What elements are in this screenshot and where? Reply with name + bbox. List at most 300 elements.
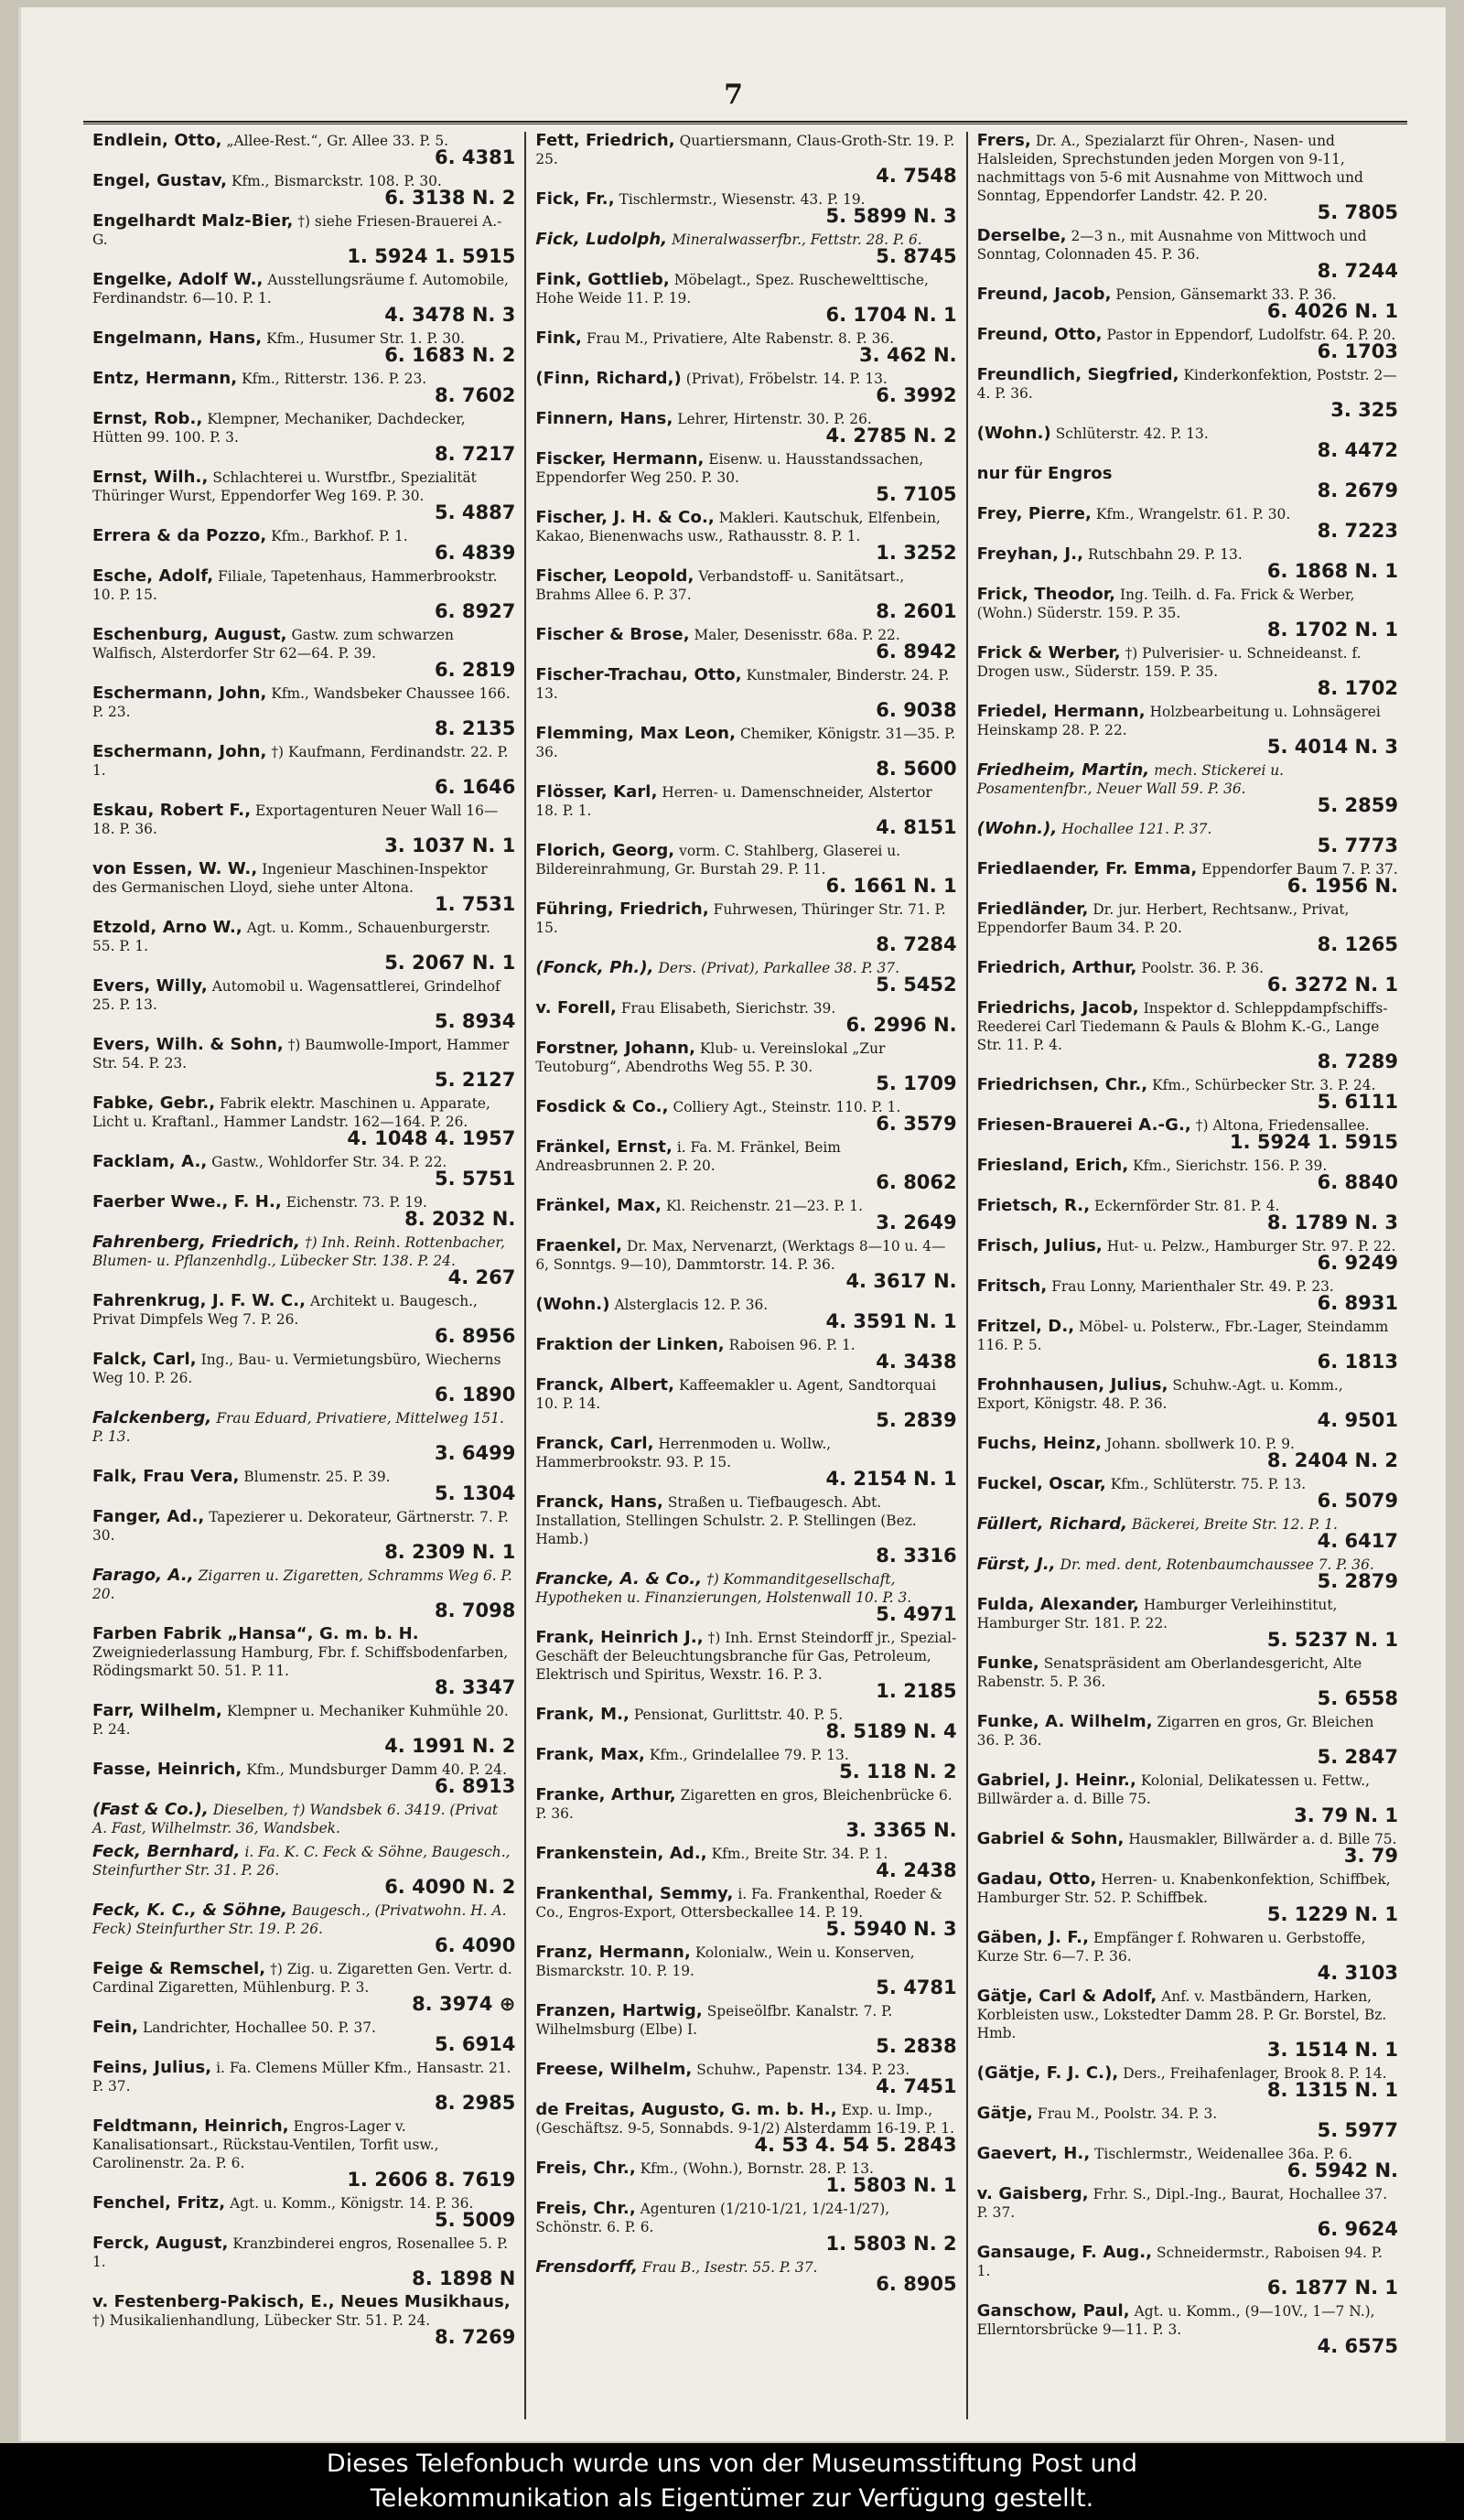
entry-phone-line	[977, 2081, 1398, 2099]
entry-text	[977, 999, 1398, 1054]
ownership-notice	[0, 2443, 1464, 2520]
entry-description: †) Inh. Ernst Steindorff jr., Spezial-Geschäft der Beleuchtungsbranche für Gas, Petroleum, Elektrisch und Spiritus, Wexstr. 16. P. 3.	[535, 1630, 957, 1683]
directory-entry	[977, 703, 1398, 756]
directory-column-3	[966, 132, 1407, 2419]
directory-entry	[535, 1336, 956, 1371]
directory-entry	[977, 900, 1398, 953]
entry-phone-number: 6. 8840	[1317, 1171, 1398, 1193]
directory-entry	[92, 567, 515, 620]
entry-text	[535, 450, 956, 487]
entry-phone-number: 5. 1304	[434, 1482, 516, 1504]
directory-entry	[535, 1493, 956, 1565]
entry-phone-number: 1. 2185	[876, 1680, 957, 1702]
entry-phone-number: 6. 2996 N.	[845, 1014, 957, 1036]
entry-phone-number: 5. 4971	[876, 1603, 957, 1625]
entry-phone-number: 5. 5977	[1317, 2119, 1398, 2141]
entry-description: Kfm., (Wohn.), Bornstr. 28. P. 13.	[640, 2160, 874, 2177]
entry-description: Chemiker, Königstr. 31—35. P. 36.	[535, 726, 956, 760]
entry-name: Florich, Georg,	[535, 841, 675, 860]
entry-phone-number: 6. 3138 N. 2	[384, 187, 516, 209]
directory-entry	[977, 1929, 1398, 1982]
entry-phone-number: 5. 7805	[1317, 201, 1398, 223]
entry-description: Kl. Reichenstr. 21—23. P. 1.	[666, 1198, 863, 1214]
entry-text	[535, 567, 956, 604]
entry-phone-line	[535, 1115, 956, 1133]
entry-name: Engelhardt Malz-Bier,	[92, 211, 294, 231]
entry-phone-number: 8. 7098	[434, 1599, 516, 1621]
entry-name: Funke,	[976, 1653, 1039, 1673]
entry-phone-number: 8. 2032 N.	[404, 1208, 516, 1230]
entry-name: Frisch, Julius,	[976, 1236, 1103, 1255]
entry-phone-number: 8. 7244	[1317, 260, 1398, 282]
entry-description: Raboisen 96. P. 1.	[728, 1337, 856, 1353]
directory-entry	[92, 1351, 515, 1404]
entry-text	[92, 684, 515, 721]
entry-phone-number: 6. 4090	[434, 1934, 516, 1956]
entry-text	[977, 366, 1398, 403]
entry-description: Kfm., Sierichstr. 156. P. 39.	[1133, 1158, 1328, 1174]
entry-phone-number: 8. 7269	[434, 2326, 516, 2348]
entry-name: Franck, Hans,	[535, 1492, 663, 1512]
entry-phone-line	[92, 778, 515, 796]
entry-phone-number: 8. 7217	[434, 443, 516, 465]
entry-text	[92, 1508, 515, 1545]
entry-name: Frey, Pierre,	[976, 504, 1092, 523]
entry-text	[92, 410, 515, 447]
entry-name: Friesland, Erich,	[976, 1156, 1129, 1175]
entry-text	[535, 509, 956, 545]
entry-phone-number: 1. 5924 1. 5915	[1229, 1131, 1398, 1153]
entry-text	[92, 212, 515, 249]
entry-phone-number: 8. 1898 N	[412, 2267, 516, 2289]
directory-entry	[92, 684, 515, 738]
entry-description: Herren- u. Knabenkonfektion, Schiffbek, Hamburger Str. 52. P. Schiffbek.	[976, 1871, 1391, 1906]
entry-name: Fraktion der Linken,	[535, 1335, 725, 1354]
entry-text	[92, 1843, 515, 1879]
entry-phone-number: 4. 3591 N. 1	[825, 1310, 957, 1332]
entry-phone-line	[535, 1411, 956, 1429]
entry-phone-line	[977, 481, 1398, 500]
entry-description: Frhr. S., Dipl.-Ing., Baurat, Hochallee 37. P. 37.	[976, 2186, 1388, 2221]
entry-phone-number: 3. 6499	[434, 1442, 516, 1464]
entry-description: Ingenieur Maschinen-Inspektor des Germanischen Lloyd, siehe unter Altona.	[92, 861, 488, 896]
entry-phone-line	[535, 1074, 956, 1093]
entry-phone-line	[977, 935, 1398, 953]
directory-entry	[977, 465, 1398, 500]
entry-phone-line	[535, 1920, 956, 1938]
entry-description: Kfm., Wandsbeker Chaussee 166. P. 23.	[92, 685, 511, 720]
directory-entry	[977, 1556, 1398, 1590]
entry-name: Falckenberg,	[92, 1408, 212, 1427]
entry-name: Feige & Remschel,	[92, 1959, 266, 1978]
entry-phone-line	[977, 2337, 1398, 2355]
entry-text	[92, 1233, 515, 1270]
directory-entry	[535, 1629, 956, 1700]
entry-text	[977, 1376, 1398, 1413]
entry-phone-line	[535, 1352, 956, 1371]
entry-phone-number: 8. 7284	[876, 933, 957, 955]
entry-description: †) Zig. u. Zigaretten Gen. Vertr. d. Cardinal Zigaretten, Mühlenburg. P. 3.	[92, 1961, 512, 1996]
entry-description: Herrenmoden u. Wollw., Hammerbrookstr. 93. P. 15.	[535, 1436, 832, 1470]
entry-phone-line	[92, 2094, 515, 2112]
entry-name: de Freitas, Augusto, G. m. b. H.,	[535, 2100, 837, 2119]
entry-description: Tischlermstr., Wiesenstr. 43. P. 19.	[619, 191, 866, 208]
entry-description: Kfm., Mundsburger Damm 40. P. 24.	[246, 1761, 507, 1778]
entry-text	[92, 2293, 515, 2330]
entry-name: Fraenkel,	[535, 1236, 623, 1255]
entry-text	[535, 900, 956, 937]
entry-phone-number: 6. 1813	[1317, 1351, 1398, 1373]
directory-entry	[535, 959, 956, 994]
entry-name: Evers, Wilh. & Sohn,	[92, 1035, 284, 1054]
entry-text	[92, 1702, 515, 1739]
directory-entry	[92, 370, 515, 404]
entry-description: Landrichter, Hochallee 50. P. 37.	[143, 2019, 376, 2036]
entry-phone-number: 1. 5803 N. 2	[825, 2233, 957, 2255]
entry-description: Zigaretten en gros, Bleichenbrücke 6. P. 36.	[535, 1787, 953, 1822]
entry-description: 2—3 n., mit Ausnahme von Mittwoch und Sonntag, Colonnaden 45. P. 36.	[976, 228, 1367, 263]
entry-description: Verbandstoff- u. Sanitätsart., Brahms Allee 6. P. 37.	[535, 568, 905, 603]
entry-text	[977, 2185, 1398, 2222]
entry-phone-line	[92, 836, 515, 855]
entry-name: Falck, Carl,	[92, 1350, 197, 1369]
entry-name: Frank, Heinrich J.,	[535, 1628, 704, 1647]
entry-name: (Wohn.),	[976, 819, 1058, 838]
entry-name: Friedrichs, Jacob,	[976, 998, 1139, 1018]
directory-entry	[92, 172, 515, 207]
entry-text	[92, 1292, 515, 1329]
entry-name: Engelmann, Hans,	[92, 328, 263, 348]
entry-text	[92, 743, 515, 780]
entry-phone-number: 8. 4472	[1317, 439, 1398, 461]
directory-entry	[535, 2200, 956, 2253]
entry-text	[977, 2302, 1398, 2339]
directory-entry	[535, 1746, 956, 1781]
directory-entry	[977, 425, 1398, 459]
entry-phone-line	[92, 953, 515, 972]
entry-description: Kolonialw., Wein u. Konserven, Bismarckstr. 10. P. 19.	[535, 1944, 915, 1979]
entry-phone-line	[977, 679, 1398, 697]
directory-entry	[92, 1625, 515, 1696]
entry-phone-number: 4. 3617 N.	[845, 1270, 957, 1292]
entry-name: Freund, Otto,	[976, 325, 1103, 344]
entry-phone-number: 4. 2785 N. 2	[825, 425, 957, 447]
entry-phone-line	[977, 1631, 1398, 1649]
entry-phone-line	[977, 1052, 1398, 1071]
entry-description: Frau M., Privatiere, Alte Rabenstr. 8. P. 36.	[586, 330, 895, 347]
entry-description: Kaffeemakler u. Agent, Sandtorquai 10. P. 14.	[535, 1377, 936, 1412]
entry-description: Rutschbahn 29. P. 13.	[1087, 546, 1243, 563]
entry-description: Hamburger Verleihinstitut, Hamburger Str. 181. P. 22.	[976, 1597, 1338, 1632]
entry-text	[535, 1570, 956, 1607]
entry-phone-number: 8. 1702 N. 1	[1266, 619, 1398, 641]
entry-phone-line	[92, 1169, 515, 1188]
entry-phone-line	[977, 1254, 1398, 1272]
entry-name: Friedländer,	[976, 899, 1089, 919]
entry-phone-number: 6. 1890	[434, 1384, 516, 1405]
entry-phone-number: 4. 2438	[876, 1859, 957, 1881]
entry-phone-number: 4. 6417	[1317, 1530, 1398, 1552]
entry-description: †) Altona, Friedensallee.	[1195, 1117, 1370, 1134]
entry-name: nur für Engros	[976, 464, 1113, 483]
entry-phone-line	[92, 1012, 515, 1030]
entry-description: Kfm., Barkhof. P. 1.	[271, 528, 408, 544]
entry-phone-number: 5. 5940 N. 3	[825, 1918, 957, 1940]
entry-name: Eschermann, John,	[92, 684, 267, 703]
directory-entry	[92, 1508, 515, 1561]
entry-phone-line	[977, 2161, 1398, 2180]
entry-phone-line	[977, 401, 1398, 419]
entry-description: Tapezierer u. Dekorateur, Gärtnerstr. 7. P. 30.	[92, 1509, 509, 1544]
entry-name: Fick, Fr.,	[535, 189, 615, 209]
entry-phone-number: 4. 53 4. 54 5. 2843	[754, 2134, 957, 2156]
entry-description: Kolonial, Delikatessen u. Fettw., Billwärder a. d. Bille 75.	[976, 1772, 1371, 1807]
entry-phone-line	[92, 1601, 515, 1620]
entry-name: Freis, Chr.,	[535, 2199, 636, 2218]
entry-text	[977, 761, 1398, 798]
entry-text	[535, 1944, 956, 1980]
entry-phone-number: 8. 2309 N. 1	[384, 1541, 516, 1563]
entry-phone-line	[92, 661, 515, 679]
entry-text	[535, 2101, 956, 2138]
entry-phone-line	[535, 2275, 956, 2293]
entry-name: Feck, K. C., & Söhne,	[92, 1901, 288, 1920]
entry-text	[977, 1987, 1398, 2042]
entry-phone-number: 6. 1703	[1317, 340, 1398, 362]
entry-phone-line	[977, 877, 1398, 895]
directory-entry	[535, 1435, 956, 1488]
entry-phone-number: 5. 5899 N. 3	[825, 205, 957, 227]
entry-phone-number: 8. 2601	[876, 600, 957, 622]
entry-name: Farr, Wilhelm,	[92, 1701, 222, 1720]
entry-name: (Wohn.)	[535, 1295, 610, 1314]
entry-phone-number: 8. 2135	[434, 717, 516, 739]
entry-phone-number: 5. 1229 N. 1	[1266, 1903, 1398, 1925]
entry-name: Frick, Theodor,	[976, 585, 1116, 604]
entry-name: Friesen-Brauerei A.-G.,	[976, 1115, 1191, 1135]
entry-phone-number: 8. 2404 N. 2	[1266, 1449, 1398, 1471]
entry-description: Kinderkonfektion, Poststr. 2—4. P. 36.	[976, 367, 1397, 402]
entry-name: Derselbe,	[976, 226, 1067, 245]
entry-phone-number: 6. 1646	[434, 776, 516, 798]
directory-entry	[977, 999, 1398, 1071]
entry-text	[977, 1929, 1398, 1965]
entry-name: Forstner, Johann,	[535, 1039, 696, 1058]
entry-description: Ders., Freihafenlager, Brook 8. P. 14.	[1123, 2065, 1387, 2082]
entry-name: Frick & Werber,	[976, 643, 1121, 662]
entry-text	[535, 1435, 956, 1471]
entry-name: Friedrichsen, Chr.,	[976, 1075, 1148, 1094]
entry-text	[535, 1376, 956, 1413]
entry-phone-line	[535, 1272, 956, 1290]
entry-text	[92, 1960, 515, 1997]
entry-text	[92, 977, 515, 1014]
entry-phone-number: 6. 4090 N. 2	[384, 1876, 516, 1898]
entry-text	[977, 1713, 1398, 1750]
entry-text	[535, 1629, 956, 1684]
entry-name: Fahrenberg, Friedrich,	[92, 1233, 301, 1252]
entry-name: Evers, Willy,	[92, 976, 208, 996]
entry-phone-line	[977, 1905, 1398, 1923]
entry-text	[535, 783, 956, 820]
entry-phone-line	[977, 203, 1398, 221]
entry-text	[977, 1654, 1398, 1691]
directory-entry	[535, 509, 956, 562]
entry-phone-number: 6. 9038	[876, 699, 957, 721]
entry-name: (Fast & Co.),	[92, 1800, 209, 1819]
entry-phone-number: 6. 8913	[434, 1775, 516, 1797]
entry-phone-number: 6. 3272 N. 1	[1266, 974, 1398, 996]
entry-description: i. Fa. K. C. Feck & Söhne, Baugesch., Steinfurther Str. 31. P. 26.	[92, 1844, 511, 1879]
entry-name: Frank, M.,	[535, 1705, 630, 1724]
entry-name: Eschermann, John,	[92, 742, 267, 761]
directory-entry	[92, 410, 515, 463]
entry-description: Blumenstr. 25. P. 39.	[243, 1469, 391, 1485]
entry-name: Freyhan, J.,	[976, 544, 1084, 564]
entry-name: Führing, Friedrich,	[535, 899, 709, 919]
entry-phone-number: 5. 2847	[1317, 1746, 1398, 1768]
entry-phone-number: 1. 3252	[876, 542, 957, 564]
entry-description: †) siehe Friesen-Brauerei A.-G.	[92, 213, 502, 248]
directory-entry	[92, 468, 515, 522]
entry-phone-line	[977, 1173, 1398, 1191]
entry-description: Speiseölfbr. Kanalstr. 7. P. Wilhelmsburg (Elbe) I.	[535, 2003, 893, 2038]
entry-description: Hochallee 121. P. 37.	[1061, 821, 1212, 837]
entry-description: Herren- u. Damenschneider, Alstertor 18. P. 1.	[535, 784, 932, 819]
entry-description: Schlüterstr. 42. P. 13.	[1055, 425, 1209, 442]
entry-phone-line	[977, 1294, 1398, 1312]
directory-entry	[92, 1843, 515, 1896]
entry-phone-number: 8. 7289	[1317, 1050, 1398, 1072]
entry-phone-number: 6. 9624	[1317, 2218, 1398, 2240]
directory-entry	[977, 1713, 1398, 1766]
entry-phone-line	[92, 1385, 515, 1404]
entry-description: Klub- u. Vereinslokal „Zur Teutoburg“, Abendroths Weg 55. P. 30.	[535, 1040, 886, 1075]
entry-text	[977, 644, 1398, 681]
entry-text	[92, 919, 515, 955]
entry-phone-line	[535, 1722, 956, 1740]
entry-phone-line	[92, 1071, 515, 1089]
directory-entry	[535, 666, 956, 719]
entry-name: Franke, Arthur,	[535, 1785, 676, 1804]
entry-phone-number: 4. 1991 N. 2	[384, 1735, 516, 1757]
directory-entry	[977, 2302, 1398, 2355]
directory-entry	[535, 567, 956, 620]
entry-phone-line	[535, 167, 956, 185]
entry-phone-line	[92, 1995, 515, 2013]
entry-phone-number: 5. 4014 N. 3	[1266, 736, 1398, 758]
directory-entry	[977, 285, 1398, 320]
entry-name: Ernst, Rob.,	[92, 409, 203, 428]
entry-name: Fink,	[535, 328, 582, 348]
directory-entry	[977, 366, 1398, 419]
entry-phone-line	[977, 1352, 1398, 1371]
entry-phone-number: 6. 5079	[1317, 1490, 1398, 1512]
directory-entry	[92, 329, 515, 364]
entry-phone-number: 5. 4887	[434, 501, 516, 523]
directory-entry	[977, 959, 1398, 994]
entry-description: Dieselben, †) Wandsbek 6. 3419. (Privat A. Fast, Wilhelmstr. 36, Wandsbek.	[92, 1802, 499, 1836]
entry-phone-line	[535, 386, 956, 404]
entry-name: Eskau, Robert F.,	[92, 801, 252, 820]
entry-text	[92, 1567, 515, 1603]
entry-description: „Allee-Rest.“, Gr. Allee 33. P. 5.	[226, 133, 449, 149]
entry-description: Colliery Agt., Steinstr. 110. P. 1.	[673, 1099, 901, 1115]
entry-phone-number: 3. 79 N. 1	[1294, 1804, 1398, 1826]
directory-entry	[977, 1830, 1398, 1865]
directory-entry	[535, 842, 956, 895]
header-rule	[83, 121, 1407, 124]
entry-phone-number: 5. 6558	[1317, 1687, 1398, 1709]
entry-phone-number: 6. 8931	[1317, 1292, 1398, 1314]
directory-entry	[92, 527, 515, 562]
entry-description: Baugesch., (Privatwohn. H. A. Feck) Steinfurther Str. 19. P. 26.	[92, 1902, 507, 1937]
entry-phone-number: 1. 5924 1. 5915	[347, 245, 516, 267]
entry-phone-line	[535, 701, 956, 719]
directory-entry	[977, 227, 1398, 280]
entry-description: Möbelagt., Spez. Ruschewelttische, Hohe Weide 11. P. 19.	[535, 272, 929, 307]
entry-phone-number: 5. 5237 N. 1	[1266, 1629, 1398, 1651]
entry-name: Friedheim, Martin,	[976, 760, 1150, 780]
entry-phone-line	[535, 306, 956, 324]
entry-phone-number: 5. 7773	[1317, 835, 1398, 856]
ownership-notice-line-2: Telekommunikation als Eigentümer zur Verfügung gestellt.	[370, 2484, 1094, 2513]
entry-phone-line	[92, 1878, 515, 1896]
directory-entry	[92, 1409, 515, 1462]
entry-description: Schneidermstr., Raboisen 94. P. 1.	[976, 2245, 1383, 2279]
entry-name: Fischer-Trachau, Otto,	[535, 665, 742, 684]
entry-phone-line	[977, 1213, 1398, 1232]
entry-phone-number: 5. 1709	[876, 1072, 957, 1094]
entry-description: Eisenw. u. Hausstandssachen, Eppendorfer Weg 250. P. 30.	[535, 451, 924, 486]
entry-phone-number: 5. 2838	[876, 2035, 957, 2057]
entry-description: Alsterglacis 12. P. 36.	[614, 1297, 769, 1313]
directory-entry	[535, 2258, 956, 2293]
directory-entry	[977, 2105, 1398, 2139]
entry-name: Fanger, Ad.,	[92, 1507, 205, 1526]
entry-text	[535, 2002, 956, 2039]
directory-entry	[977, 2185, 1398, 2238]
entry-phone-line	[92, 503, 515, 522]
entry-phone-line	[92, 1737, 515, 1755]
directory-entry	[977, 2145, 1398, 2180]
directory-entry	[535, 2101, 956, 2154]
entry-description: Hut- u. Pelzw., Hamburger Str. 97. P. 22.	[1106, 1238, 1396, 1255]
entry-text	[977, 1830, 1398, 1848]
entry-name: Entz, Hermann,	[92, 369, 238, 388]
entry-text	[977, 227, 1398, 264]
entry-description: Kfm., Schürbecker Str. 3. P. 24.	[1152, 1077, 1376, 1093]
entry-name: Flemming, Max Leon,	[535, 724, 737, 743]
directory-entry	[977, 1277, 1398, 1312]
directory-entry	[977, 586, 1398, 639]
entry-phone-number: 8. 5189 N. 4	[825, 1720, 957, 1742]
entry-phone-number: 8. 1265	[1317, 933, 1398, 955]
entry-phone-line	[977, 2121, 1398, 2139]
entry-phone-number: 5. 2127	[434, 1069, 516, 1091]
directory-entry	[535, 1237, 956, 1290]
entry-description: Agt. u. Komm., Königstr. 14. P. 36.	[230, 2195, 474, 2212]
entry-phone-line	[535, 975, 956, 994]
entry-phone-number: 8. 1789 N. 3	[1266, 1212, 1398, 1233]
entry-phone-line	[977, 1572, 1398, 1590]
entry-description: Kfm., Ritterstr. 136. P. 23.	[242, 371, 427, 387]
entry-phone-line	[535, 1016, 956, 1034]
entry-phone-line	[535, 1470, 956, 1488]
entry-phone-line	[977, 1964, 1398, 1982]
entry-phone-line	[535, 2037, 956, 2055]
entry-name: Friedlaender, Fr. Emma,	[976, 859, 1198, 878]
